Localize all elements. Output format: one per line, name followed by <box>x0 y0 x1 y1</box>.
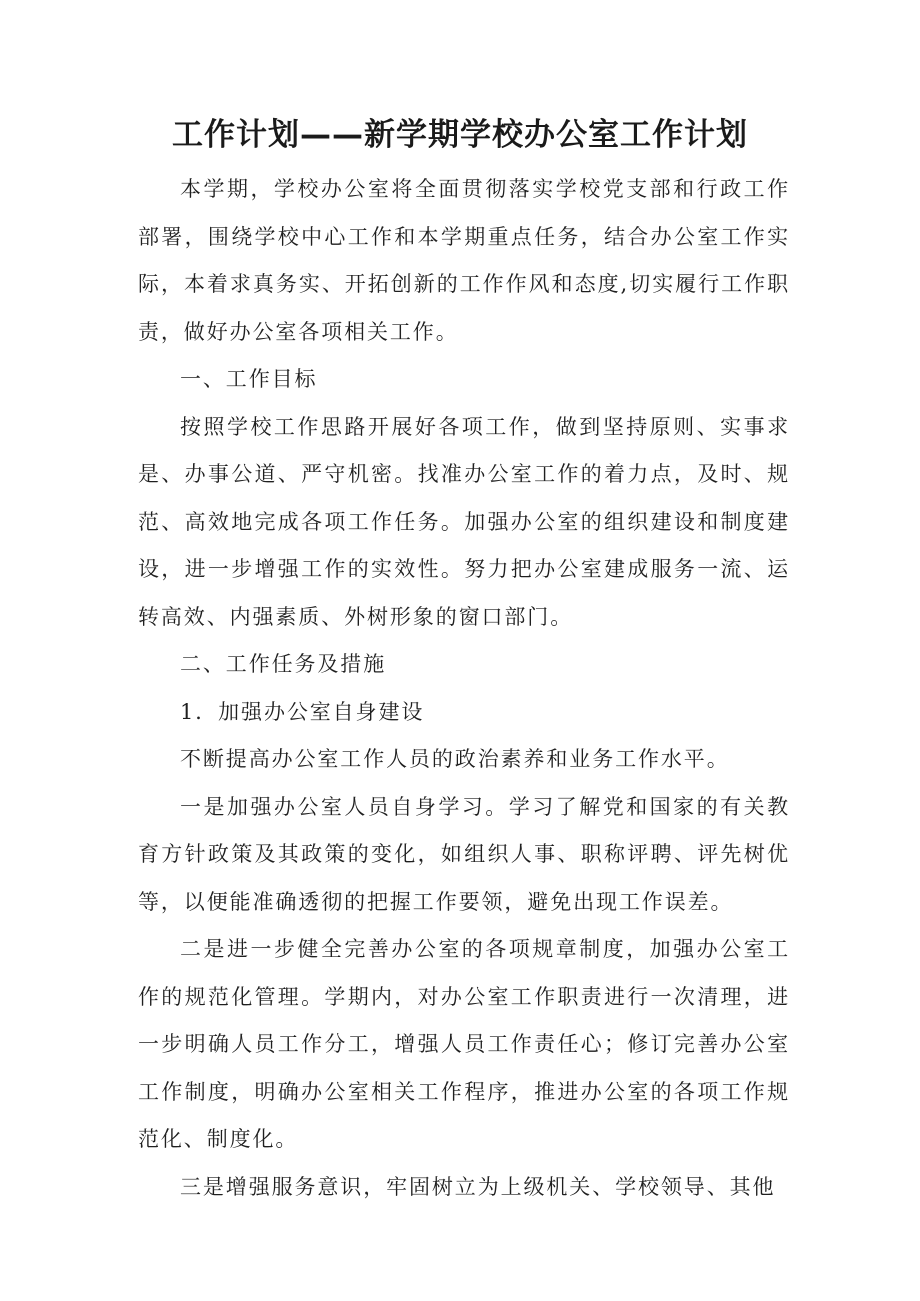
intro-paragraph: 本学期，学校办公室将全面贯彻落实学校党支部和行政工作部署，围绕学校中心工作和本学期重点任务，结合办公室工作实际，本着求真务实、开拓创新的工作作风和态度,切实履行工作职责，做好办公室各项相关工作。 <box>138 177 790 344</box>
document-title: 工作计划——新学期学校办公室工作计划 <box>172 117 748 153</box>
measure-one-paragraph: 一是加强办公室人员自身学习。学习了解党和国家的有关教育方针政策及其政策的变化，如组织人事、职称评聘、评先树优等，以便能准确透彻的把握工作要领，避免出现工作误差。 <box>138 794 790 914</box>
section-heading-tasks: 二、工作任务及措施 <box>180 652 387 676</box>
subsection-heading-self-building: 1．加强办公室自身建设 <box>180 699 425 724</box>
self-building-paragraph: 不断提高办公室工作人员的政治素养和业务工作水平。 <box>180 747 730 771</box>
section-heading-goals: 一、工作目标 <box>180 367 318 391</box>
goals-paragraph: 按照学校工作思路开展好各项工作，做到坚持原则、实事求是、办事公道、严守机密。找准办公室工作的着力点，及时、规范、高效地完成各项工作任务。加强办公室的组织建设和制度建设，进一步增强工作的实效性。努力把办公室建成服务一流、运转高效、内强素质、外树形象的窗口部门。 <box>138 414 790 629</box>
measure-three-paragraph: 三是增强服务意识，牢固树立为上级机关、学校领导、其他 <box>180 1174 776 1199</box>
document-body <box>138 166 790 1211</box>
measure-two-paragraph: 二是进一步健全完善办公室的各项规章制度，加强办公室工作的规范化管理。学期内，对办公室工作职责进行一次清理，进一步明确人员工作分工，增强人员工作责任心；修订完善办公室工作制度，明确办公室相关工作程序，推进办公室的各项工作规范化、制度化。 <box>138 937 790 1151</box>
